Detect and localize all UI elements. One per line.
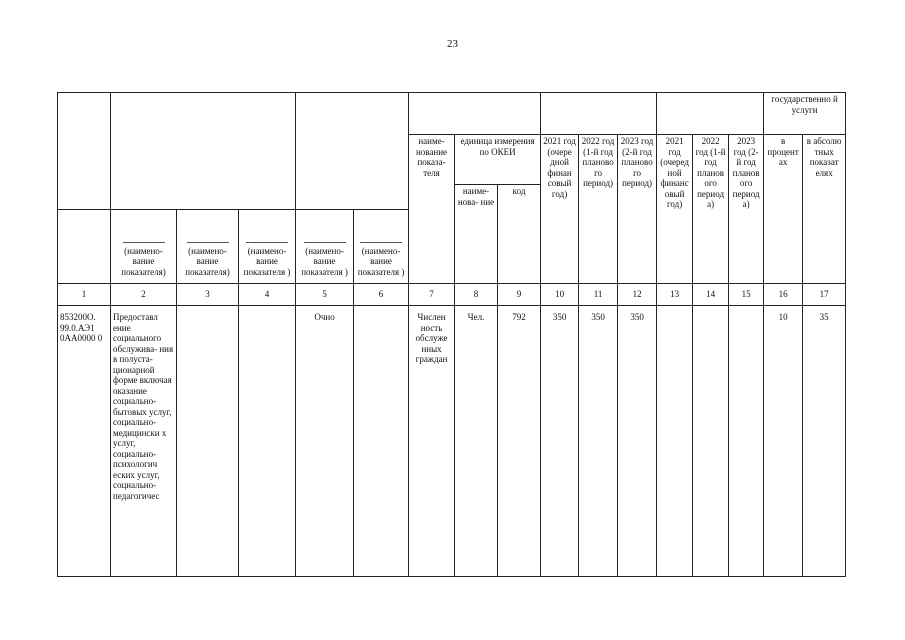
cell-2023-volume: 350	[618, 306, 657, 577]
column-number: 7	[409, 284, 455, 306]
column-number: 13	[657, 284, 693, 306]
cell-form: Очно	[296, 306, 354, 577]
header-2023-volume: 2023 год (2-й год планово го период)	[618, 135, 657, 284]
column-number: 10	[541, 284, 579, 306]
column-number: 2	[111, 284, 177, 306]
header-2023-price: 2023 год (2- й год планов ого период а)	[729, 135, 764, 284]
cell-indicator-name: Числен ность обслуже нных граждан	[409, 306, 455, 577]
header-in-absolute: в абсолю тных показат елях	[803, 135, 846, 284]
column-number: 4	[239, 284, 296, 306]
header-name-col1	[58, 210, 111, 284]
header-2021-price: 2021 год (очеред ной финанс овый год)	[657, 135, 693, 284]
header-indicator-name: наиме- нование показа- теля	[409, 135, 455, 284]
cell-unit-code: 792	[498, 306, 541, 577]
column-number: 15	[729, 284, 764, 306]
header-name-col6: (наимено- вание показателя )	[354, 210, 409, 284]
column-number: 17	[803, 284, 846, 306]
column-number: 14	[693, 284, 729, 306]
cell-registry-number: 853200О. 99.0.АЭ1 0АА0000 0	[58, 306, 111, 577]
header-in-percent: в процент ах	[764, 135, 803, 284]
header-2022-price: 2022 год (1-й год планов ого период а)	[693, 135, 729, 284]
header-cell-conditions	[296, 93, 409, 210]
cell-2021-price	[657, 306, 693, 577]
cell-2021-volume: 350	[541, 306, 579, 577]
header-unit-name: наиме- нова- ние	[455, 185, 498, 284]
cell-deviation-percent: 10	[764, 306, 803, 577]
cell-service-content: Предоставл ение социального обслужива- ния в полуста- ционарной форме включая оказание социально- бытовых услуг, социально- медицински х услуг, социально- психологич еских услуг, социально- педагогичес	[111, 306, 177, 577]
column-number: 5	[296, 284, 354, 306]
column-number: 12	[618, 284, 657, 306]
header-cell-1	[58, 93, 111, 210]
header-name-col4: (наимено- вание показателя )	[239, 210, 296, 284]
header-name-col5: (наимено- вание показателя )	[296, 210, 354, 284]
column-number: 3	[177, 284, 239, 306]
cell-2022-price	[693, 306, 729, 577]
header-unit-code: код	[498, 185, 541, 284]
header-name-col2: (наимено- вание показателя)	[111, 210, 177, 284]
column-number: 8	[455, 284, 498, 306]
column-number: 6	[354, 284, 409, 306]
header-cell-content	[111, 93, 296, 210]
header-state-service: государственно й услуги	[764, 93, 846, 135]
cell-content-3	[239, 306, 296, 577]
cell-condition-2	[354, 306, 409, 577]
cell-2022-volume: 350	[579, 306, 618, 577]
cell-content-2	[177, 306, 239, 577]
cell-deviation-absolute: 35	[803, 306, 846, 577]
header-unit-okei: единица измерения по ОКЕИ	[455, 135, 541, 185]
header-name-col3: (наимено- вание показателя)	[177, 210, 239, 284]
state-service-table	[57, 92, 846, 577]
column-number: 11	[579, 284, 618, 306]
header-cell-prices	[657, 93, 764, 135]
column-number: 9	[498, 284, 541, 306]
header-2021-volume: 2021 год (очере дной финан совый год)	[541, 135, 579, 284]
cell-unit-name: Чел.	[455, 306, 498, 577]
cell-2023-price	[729, 306, 764, 577]
page-number: 23	[447, 38, 458, 50]
header-cell-indicator	[409, 93, 541, 135]
column-number: 16	[764, 284, 803, 306]
header-2022-volume: 2022 год (1-й год планово го период)	[579, 135, 618, 284]
header-cell-values	[541, 93, 657, 135]
column-number: 1	[58, 284, 111, 306]
